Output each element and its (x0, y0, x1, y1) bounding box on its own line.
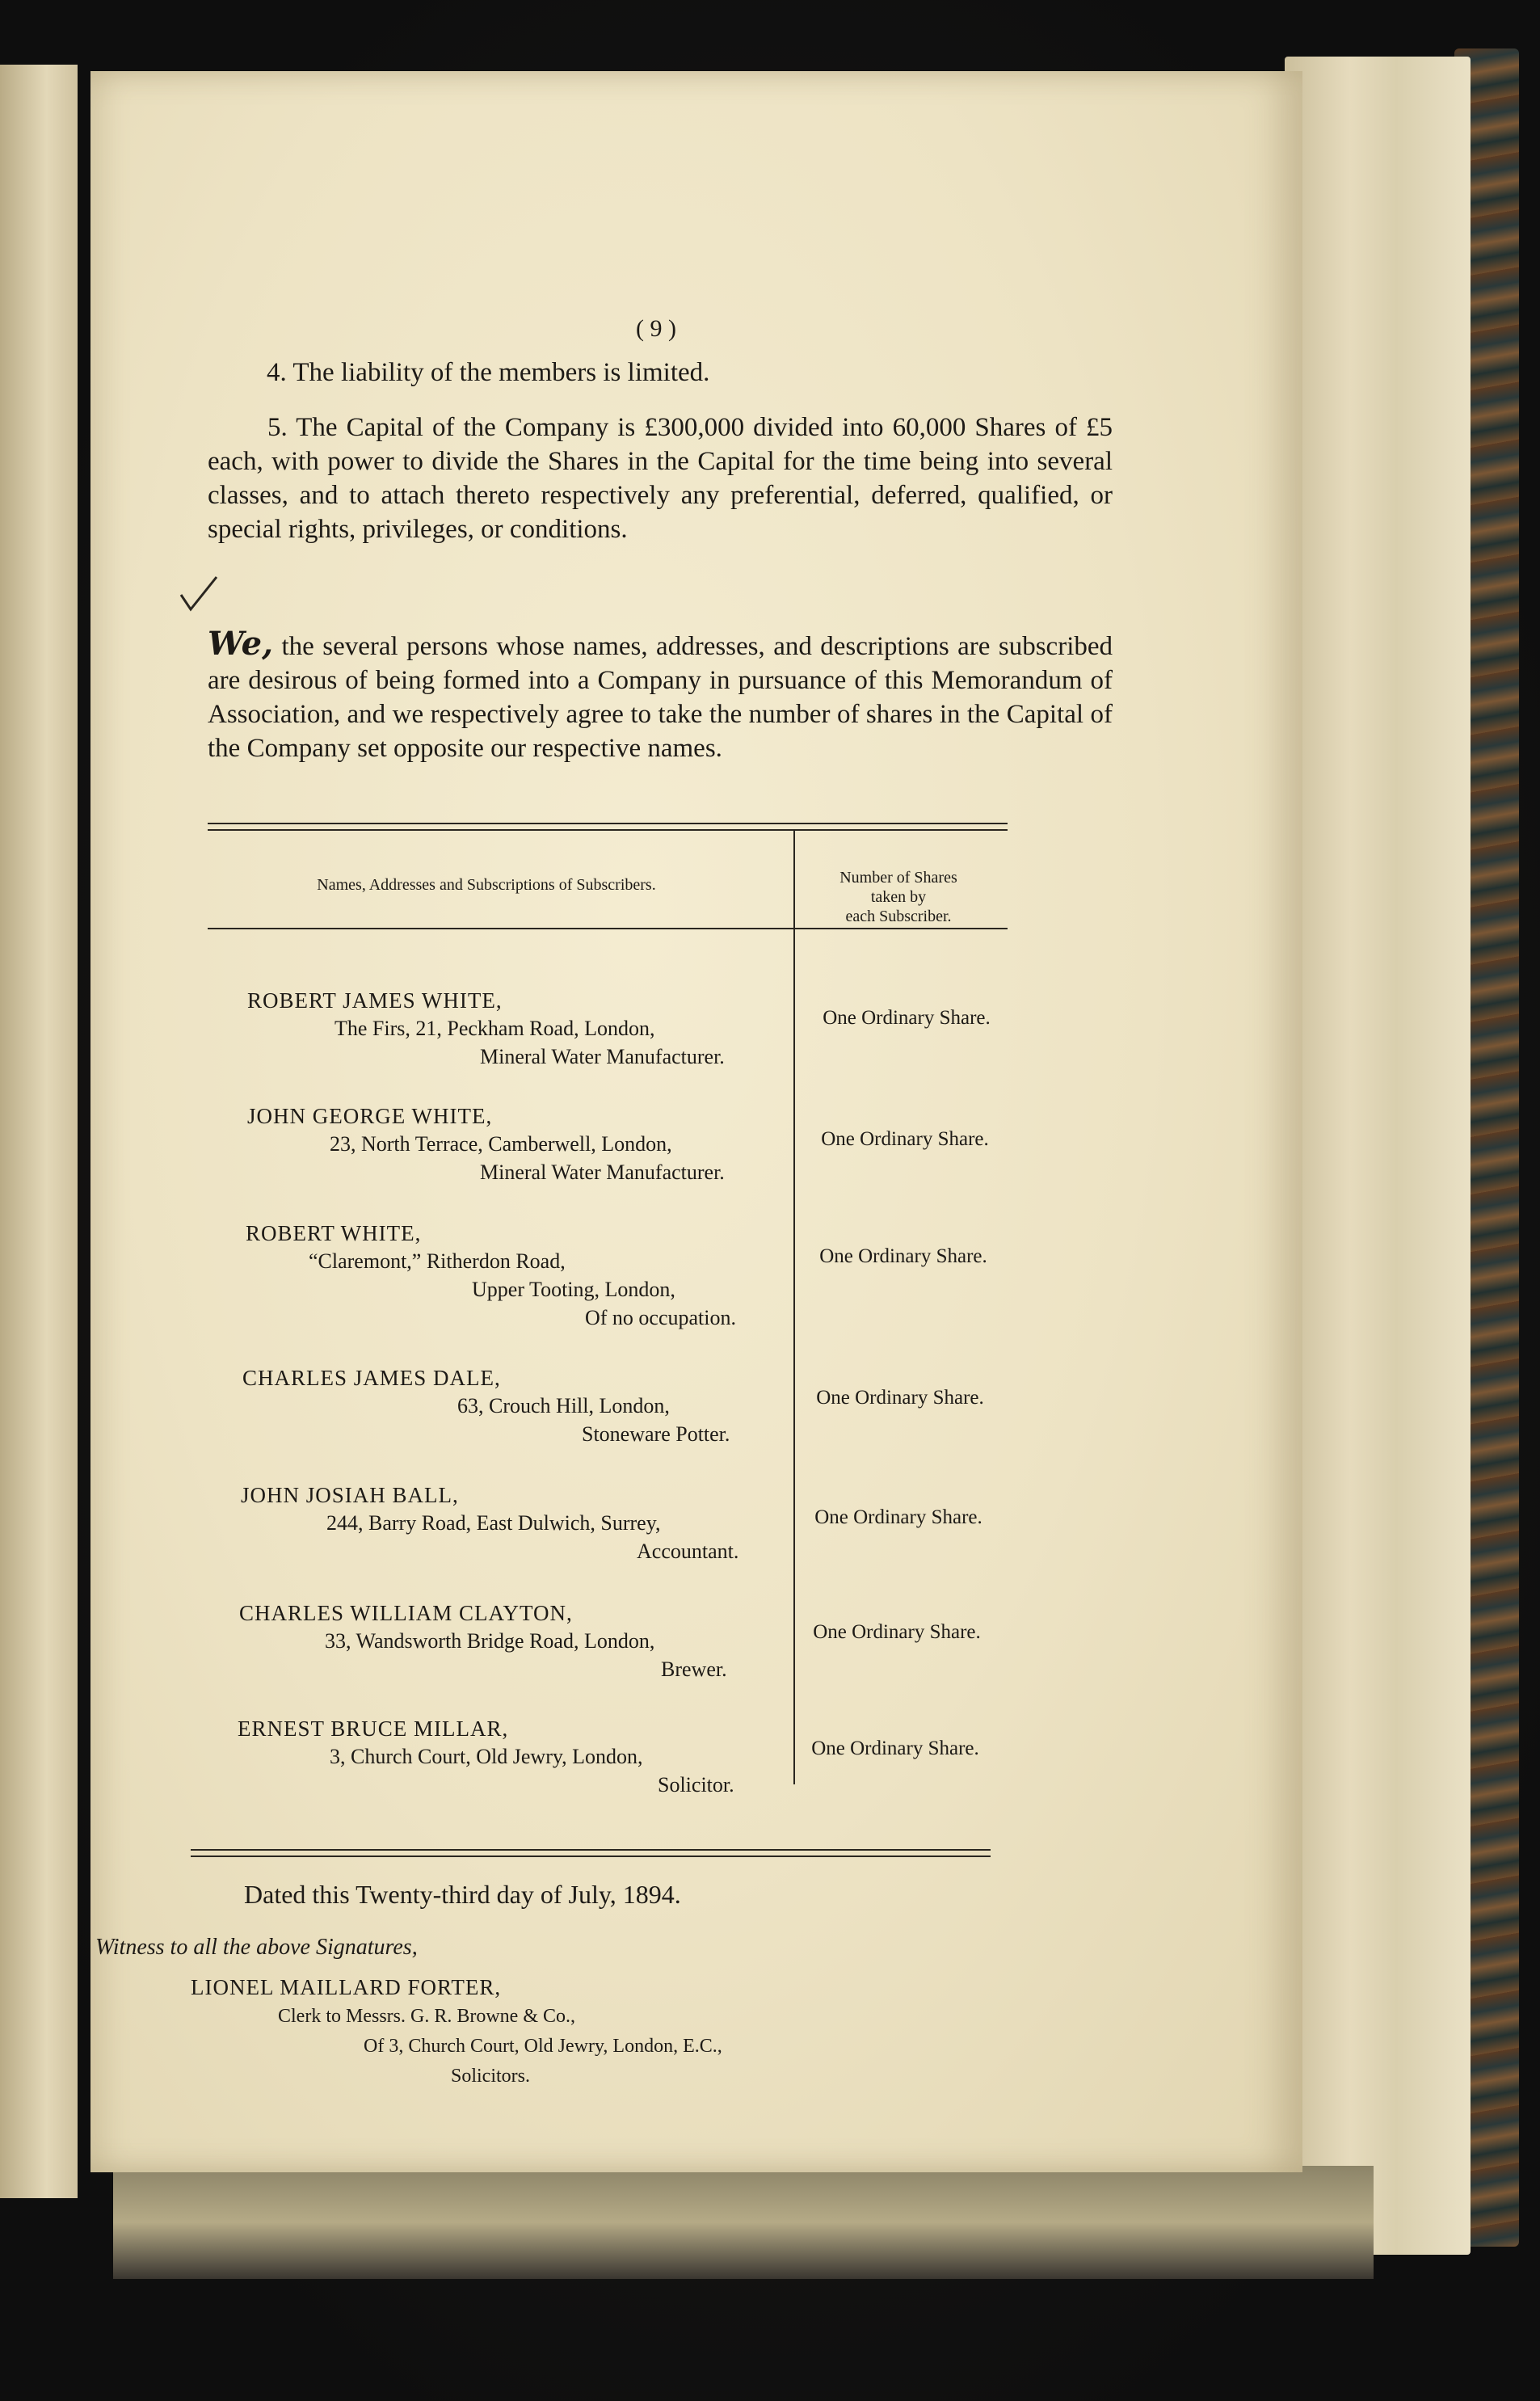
clause-5 (208, 411, 1113, 546)
column-header-shares-line-2: taken by (870, 888, 927, 906)
subscriber-shares: One Ordinary Share. (816, 1387, 984, 1409)
subscriber-address: “Claremont,” Ritherdon Road, (309, 1249, 566, 1273)
document-page (90, 71, 1302, 2172)
page-number: ( 9 ) (636, 315, 676, 342)
subscriber-name: ERNEST BRUCE MILLAR, (238, 1717, 509, 1741)
subscriber-occupation: Accountant. (637, 1540, 739, 1563)
subscriber-occupation: Mineral Water Manufacturer. (480, 1160, 725, 1184)
column-header-names: Names, Addresses and Subscriptions of Subscribers. (317, 876, 656, 894)
subscriber-name: JOHN GEORGE WHITE, (247, 1104, 493, 1128)
facing-page-edge (0, 65, 78, 2198)
dated-line: Dated this Twenty-third day of July, 1894. (244, 1880, 681, 1909)
subscriber-shares: One Ordinary Share. (814, 1506, 982, 1528)
subscriber-occupation: Mineral Water Manufacturer. (480, 1045, 725, 1068)
witness-line-1: Clerk to Messrs. G. R. Browne & Co., (278, 2006, 575, 2027)
subscriber-name: CHARLES JAMES DALE, (242, 1366, 501, 1390)
witness-line-2: Of 3, Church Court, Old Jewry, London, E.C., (364, 2036, 722, 2057)
subscriber-address: 23, North Terrace, Camberwell, London, (330, 1132, 672, 1156)
witness-name: LIONEL MAILLARD FORTER, (191, 1975, 502, 1999)
clause-5-text: 5. The Capital of the Company is £300,000 divided into 60,000 Shares of £5 each, with power to divide the Shares in the Capital for the time being into several classes, and to attach thereto respectively any preferential, deferred, qualified, or special rights, privileges, or conditions. (208, 413, 1113, 544)
subscriber-address: 63, Crouch Hill, London, (457, 1394, 670, 1417)
subscriber-occupation: Solicitor. (658, 1773, 734, 1797)
subscriber-shares: One Ordinary Share. (821, 1128, 989, 1150)
declaration-text: the several persons whose names, addresses, and descriptions are subscribed are desirous of being formed into a Company in pursuance of this Memorandum of Association, and we respectively agree to take the number of shares in the Capital of the Company set opposite our respective names. (208, 632, 1113, 763)
subscriber-address: 244, Barry Road, East Dulwich, Surrey, (326, 1511, 661, 1535)
subscriber-shares: One Ordinary Share. (823, 1007, 991, 1029)
checkmark-icon (178, 574, 220, 614)
table-top-rule (208, 823, 1008, 824)
subscriber-name: ROBERT JAMES WHITE, (247, 988, 503, 1013)
table-header-rule (208, 928, 1008, 929)
subscriber-address-2: Upper Tooting, London, (472, 1278, 675, 1301)
table-top-rule-2 (208, 829, 1008, 831)
table-bottom-rule-2 (191, 1856, 991, 1857)
declaration (208, 627, 1113, 765)
subscriber-name: JOHN JOSIAH BALL, (241, 1483, 459, 1507)
subscriber-name: ROBERT WHITE, (246, 1221, 422, 1245)
subscriber-address: 33, Wandsworth Bridge Road, London, (325, 1629, 655, 1653)
subscriber-shares: One Ordinary Share. (811, 1738, 979, 1759)
subscriber-occupation: Stoneware Potter. (582, 1422, 730, 1446)
column-header-shares (793, 868, 1004, 926)
subscriber-occupation: Brewer. (661, 1658, 727, 1681)
subscriber-address: 3, Church Court, Old Jewry, London, (330, 1745, 643, 1768)
column-header-shares-line-3: each Subscriber. (845, 908, 952, 925)
page-stack-edge (1285, 57, 1471, 2255)
table-bottom-rule (191, 1849, 991, 1851)
subscriber-address: The Firs, 21, Peckham Road, London, (335, 1017, 655, 1040)
subscriber-shares: One Ordinary Share. (813, 1621, 981, 1643)
subscriber-name: CHARLES WILLIAM CLAYTON, (239, 1601, 573, 1625)
subscriber-shares: One Ordinary Share. (819, 1245, 987, 1267)
column-header-shares-line-1: Number of Shares (839, 869, 957, 887)
declaration-we: We, (208, 625, 274, 663)
page-bottom-edge (113, 2166, 1374, 2279)
witness-label: Witness to all the above Signatures, (95, 1935, 418, 1960)
subscriber-occupation: Of no occupation. (585, 1306, 737, 1329)
witness-line-3: Solicitors. (451, 2066, 531, 2087)
clause-4: 4. The liability of the members is limited. (267, 358, 710, 387)
